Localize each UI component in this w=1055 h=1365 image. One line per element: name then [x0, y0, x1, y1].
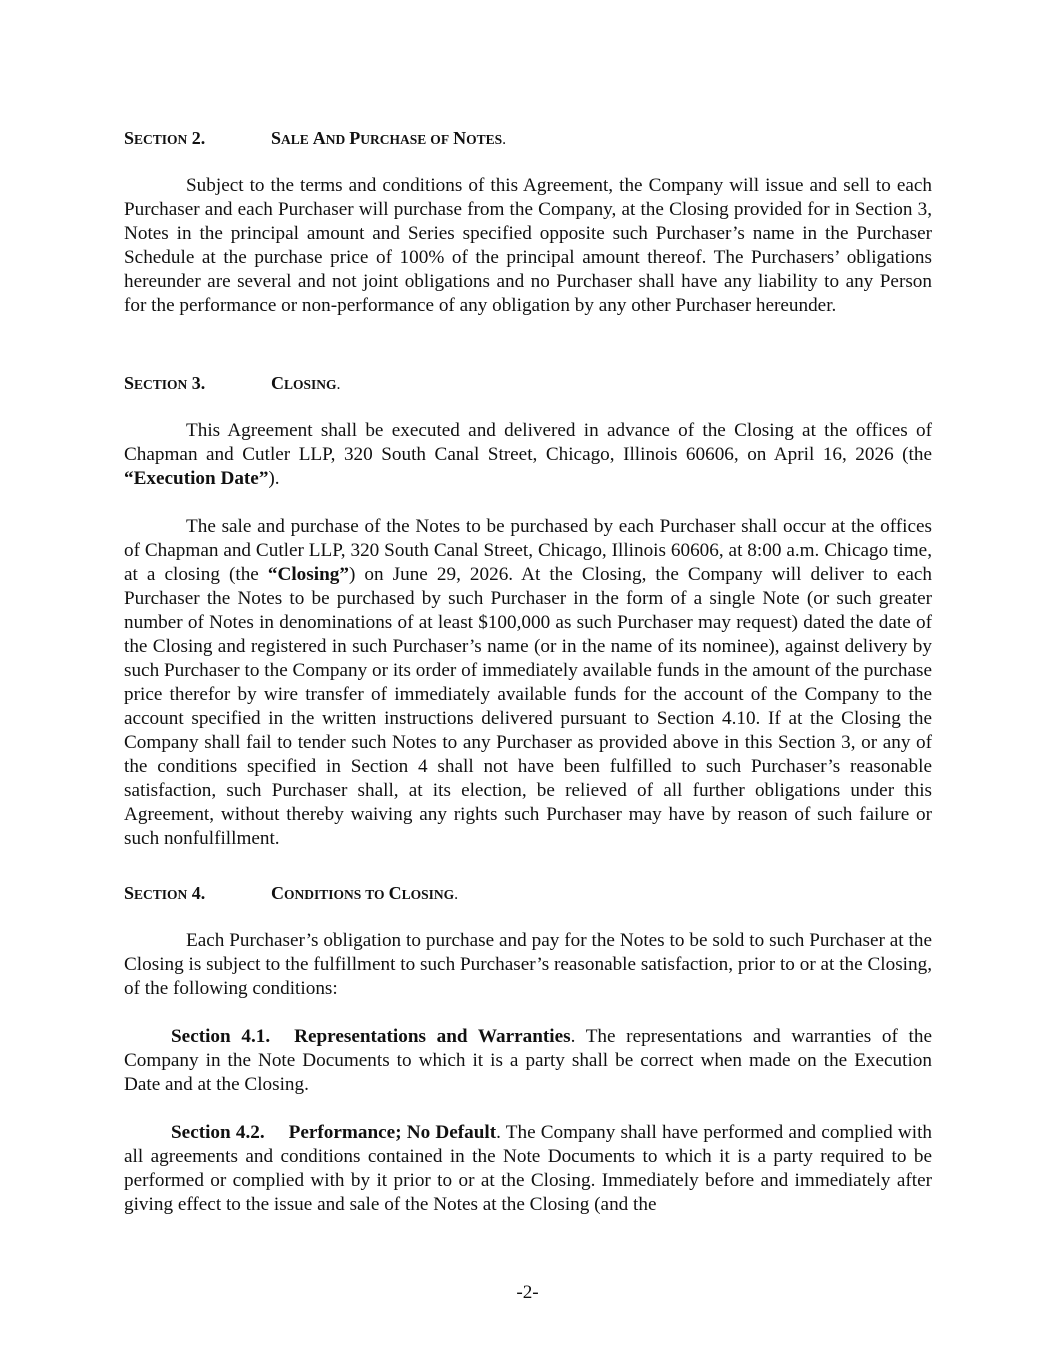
section-4-1-label: Section 4.1.: [171, 1026, 271, 1047]
section-4-intro: Each Purchaser’s obligation to purchase and pay for the Notes to be sold to such Purchaser at the Closing is subject to the fulfillment to such Purchaser’s reasonable satisfaction, prior to or at the Closing, of the following conditions:: [124, 930, 932, 999]
section-3-heading: SECTION 3. CLOSING.: [124, 371, 341, 397]
closing-term: “Closing”: [267, 564, 349, 585]
section-3-paragraph-1: This Agreement shall be executed and delivered in advance of the Closing at the offices of Chapman and Cutler LLP, 320 South Canal Street, Chicago, Illinois 60606, on April 16, 2026 (the “Execution Date”).: [124, 420, 932, 489]
section-2-body: Subject to the terms and conditions of this Agreement, the Company will issue and sell to each Purchaser and each Purchaser will purchase from the Company, at the Closing provided for in Section 3, Notes in the principal amount and Series specified opposite such Purchaser’s name in the Purchaser Schedule at the purchase price of 100% of the principal amount thereof. The Purchasers’ obligations hereunder are several and not joint obligations and no Purchaser shall have any liability to any Person for the performance or non-performance of any obligation by any other Purchaser hereunder.: [124, 175, 932, 316]
section-4-2-label: Section 4.2.: [171, 1122, 265, 1143]
section-3-title: CLOSING: [271, 373, 337, 393]
section-4-1-title: Representations and Warranties: [294, 1026, 571, 1047]
page-number: -2-: [516, 1282, 539, 1303]
execution-date-term: “Execution Date”: [124, 468, 269, 489]
section-2-heading: SECTION 2. SALE AND PURCHASE OF NOTES.: [124, 126, 506, 152]
section-2-number: SECTION 2.: [124, 128, 206, 148]
section-3-paragraph-2: The sale and purchase of the Notes to be purchased by each Purchaser shall occur at the offices of Chapman and Cutler LLP, 320 South Canal Street, Chicago, Illinois 60606, at 8:00 a.m. Chicago time, at a closing (the “Closing”) on June 29, 2026. At the Closing, the Company will deliver to each Purchaser the Notes to be purchased by such Purchaser in the form of a single Note (or such greater number of Notes in denominations of at least $100,000 as such Purchaser may request) dated the date of the Closing and registered in such Purchaser’s name (or in the name of its nominee), against delivery by such Purchaser to the Company or its order of immediately available funds in the amount of the purchase price therefor by wire transfer of immediately available funds for the account of the Company to the account specified in the written instructions delivered pursuant to Section 4.10. If at the Closing the Company shall fail to tender such Notes to any Purchaser as provided above in this Section 3, or any of the conditions specified in Section 4 shall not have been fulfilled to such Purchaser’s reasonable satisfaction, such Purchaser shall, at its election, be relieved of all further obligations under this Agreement, without thereby waiving any rights such Purchaser may have by reason of such failure or such nonfulfillment.: [124, 516, 932, 849]
section-4-number: SECTION 4.: [124, 883, 206, 903]
section-4-2: Section 4.2. Performance; No Default. The Company shall have performed and complied with all agreements and conditions contained in the Note Documents to which it is a party required to be performed or complied with by it prior to or at the Closing. Immediately before and immediately after giving effect to the issue and sale of the Notes at the Closing (and the: [124, 1122, 932, 1215]
section-2-title: SALE AND PURCHASE OF NOTES: [271, 128, 503, 148]
section-4-1: Section 4.1. Representations and Warranties. The representations and warranties of the Company in the Note Documents to which it is a party shall be correct when made on the Execution Date and at the Closing.: [124, 1026, 932, 1095]
section-4-2-title: Performance; No Default: [288, 1122, 497, 1143]
section-3-number: SECTION 3.: [124, 373, 206, 393]
section-4-heading: SECTION 4. CONDITIONS TO CLOSING.: [124, 881, 458, 907]
section-4-title: CONDITIONS TO CLOSING: [271, 883, 455, 903]
